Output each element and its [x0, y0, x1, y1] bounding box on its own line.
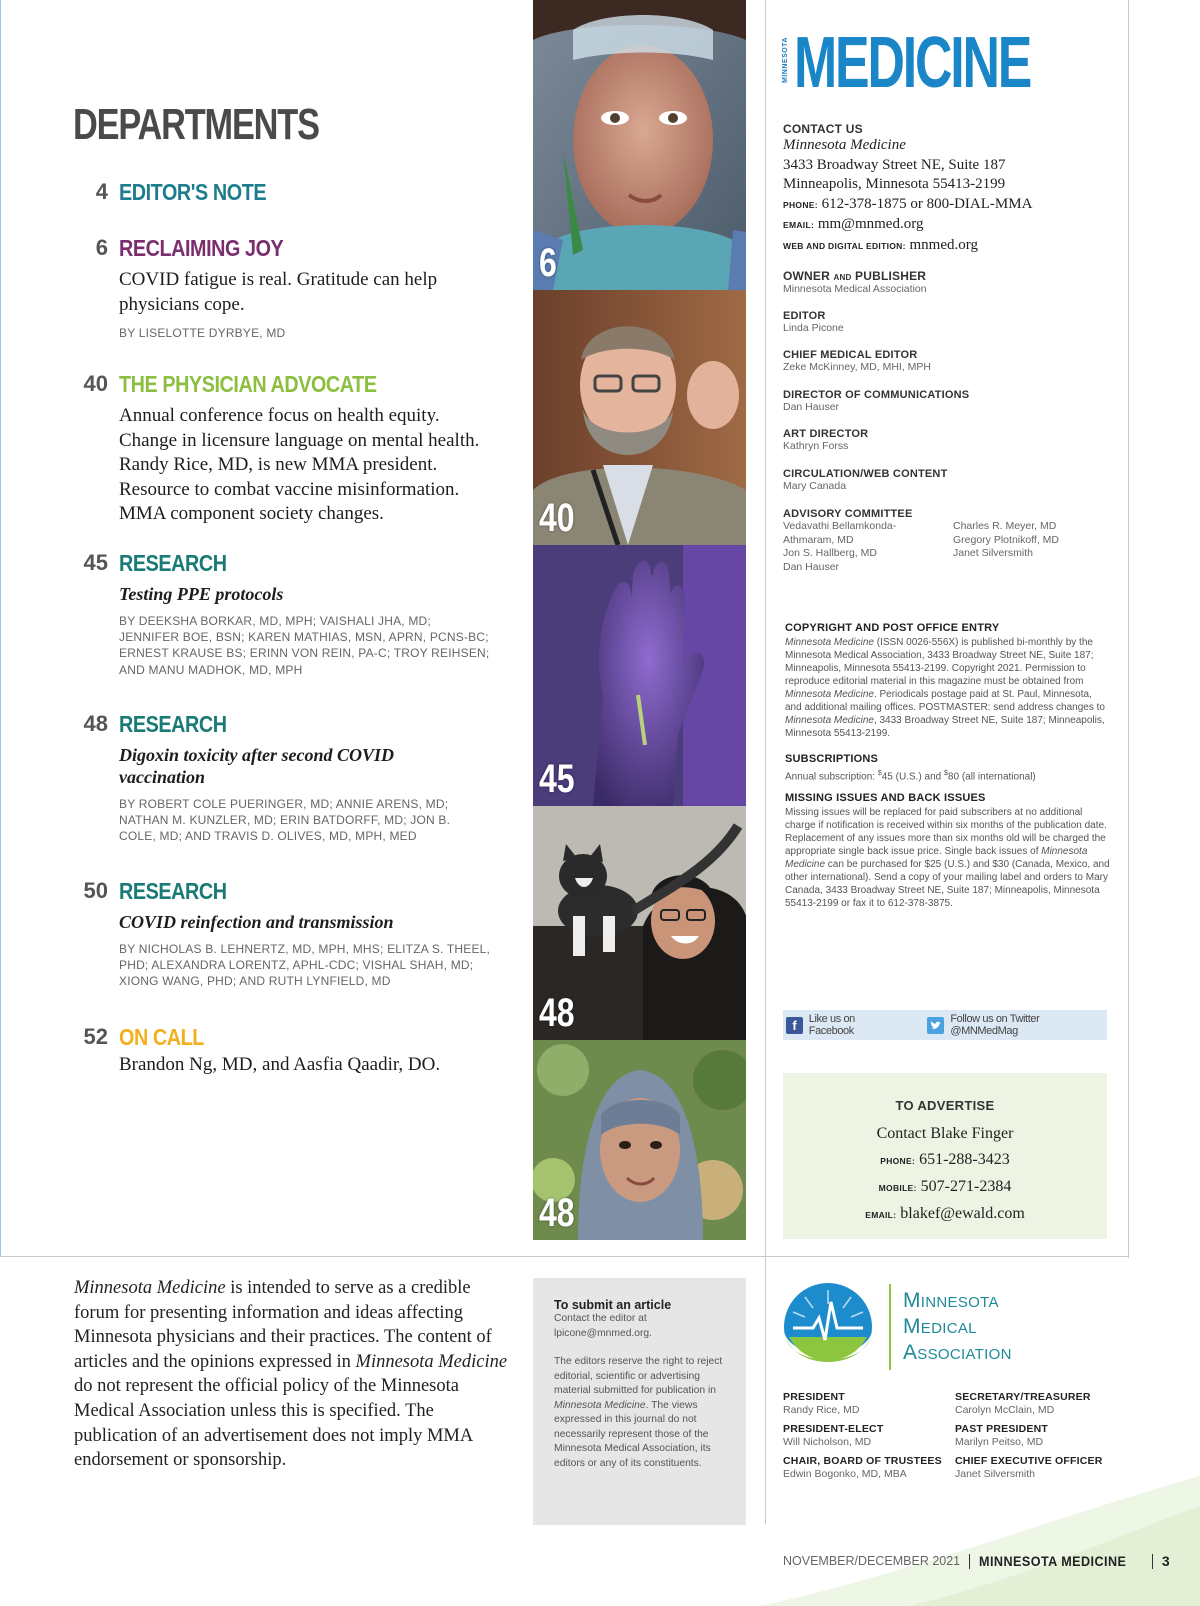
advertise-email-row: [783, 1201, 1107, 1228]
circulation-label: CIRCULATION/WEB CONTENT: [783, 468, 948, 480]
advisory-list: [783, 520, 1113, 574]
officer-entry: [783, 1391, 955, 1417]
section-divider: [0, 1256, 1128, 1257]
missing-issues-text-part: can be purchased for $25 (U.S.) and $30 (Canada, Mexico, and other international). Send a copy of your mailing label and orders to Mary Canada, 3433 Broadway Street NE, Suite 187; Minneapolis, Minnesota 55413-2199 or fax it to 612-378-3875.: [785, 859, 1110, 909]
officer-title: PRESIDENT-ELECT: [783, 1423, 884, 1435]
copyright-text-part: , 3433 Broadway Street NE, Suite 187; Minneapolis, Minnesota 55413-2199.: [785, 715, 1105, 739]
advisory-member: Charles R. Meyer, MD: [953, 520, 1057, 532]
art-director-label: ART DIRECTOR: [783, 428, 869, 440]
advisory-member: Vedavathi Bellamkonda-Athmaram, MD: [783, 520, 897, 546]
toc-subtitle: Digoxin toxicity after second COVID vaccination: [119, 745, 394, 787]
advertise-label: TO ADVERTISE: [895, 1098, 995, 1113]
publication-title: Minnesota Medicine: [554, 1399, 646, 1411]
toc-heading: THE PHYSICIAN ADVOCATE: [119, 371, 377, 397]
toc-entry-reclaiming-joy[interactable]: [60, 234, 500, 341]
email-label: EMAIL:: [865, 1210, 897, 1220]
editor-block: [783, 310, 1113, 336]
advertise-email-link[interactable]: blakef@ewald.com: [900, 1205, 1025, 1222]
advertise-phone[interactable]: 651-288-3423: [919, 1151, 1010, 1168]
photo-man-with-kitten[interactable]: [533, 806, 746, 1040]
submit-disclaimer: [554, 1355, 726, 1471]
missing-issues-text-part: Missing issues will be replaced for paid subscribers at no additional charge if notification is received within six months of the publication date. Replacement of any issues more than six months old will be charged the appropriate single back issue price. Single back issues of: [785, 807, 1107, 857]
circulation-value: Mary Canada: [783, 480, 847, 492]
toc-page-number: 6: [95, 235, 108, 260]
mma-wordmark-line: Medical: [903, 1315, 977, 1338]
mma-wordmark-line: Association: [903, 1341, 1012, 1364]
officer-name: Will Nicholson, MD: [783, 1436, 872, 1448]
contact-phone[interactable]: 612-378-1875 or 800-DIAL-MMA: [821, 195, 1033, 212]
owner-value: Minnesota Medical Association: [783, 283, 927, 295]
photo-bearded-man[interactable]: [533, 290, 746, 545]
advisory-member: Dan Hauser: [783, 560, 840, 573]
toc-entry-research-reinfection[interactable]: [60, 877, 500, 990]
toc-description-line: Annual conference focus on health equity.: [119, 405, 440, 426]
owner-label-part: OWNER: [783, 269, 830, 283]
art-director-value: Kathryn Forss: [783, 440, 849, 452]
copyright-text-part: (ISSN 0026-556X) is published bi-monthly by the Minnesota Medical Association, 3433 Broadway Street NE, Suite 187; Minneapolis, Minnesota 55413-2199. Copyright 2021. Permission to reproduce editorial material in this magazine must be obtained from: [785, 637, 1094, 687]
contact-address-1: 3433 Broadway Street NE, Suite 187: [783, 156, 1006, 173]
editor-value: Linda Picone: [783, 322, 844, 334]
toc-subtitle: Testing PPE protocols: [119, 584, 284, 604]
contact-address-2: Minneapolis, Minnesota 55413-2199: [783, 176, 1006, 192]
column-divider-left: [765, 0, 766, 1524]
phone-label: PHONE:: [880, 1156, 916, 1166]
chief-editor-value: Zeke McKinney, MD, MHI, MPH: [783, 361, 931, 373]
contact-email-row: [783, 215, 1113, 236]
owner-label: [783, 269, 1113, 283]
toc-byline: BY NICHOLAS B. LEHNERTZ, MD, MPH, MHS; ELITZA S. THEEL, PHD; ALEXANDRA LORENTZ, APHL-CDC; VISHAL SHAH, MD; XIONG WANG, PHD; AND RUTH LYNFIELD, MD: [119, 942, 491, 989]
contact-phone-row: [783, 195, 1113, 216]
toc-page-number: 4: [95, 179, 108, 204]
officer-entry: [955, 1391, 1113, 1417]
photo-page-label: 40: [539, 496, 575, 540]
toc-description: Brandon Ng, MD, and Aasfia Qaadir, DO.: [119, 1054, 441, 1075]
page-title: DEPARTMENTS: [73, 100, 319, 149]
footer-separator: [969, 1554, 970, 1569]
officer-title: CHIEF EXECUTIVE OFFICER: [955, 1455, 1103, 1467]
contact-web-row: [783, 236, 1113, 257]
dollar-sign: $: [877, 770, 882, 777]
advisory-column: [783, 520, 943, 574]
contact-block: [783, 122, 1113, 256]
owner-label-part: PUBLISHER: [855, 269, 927, 283]
logo-state-text: MINNESOTA: [782, 37, 789, 83]
issue-date: NOVEMBER/DECEMBER 2021: [783, 1554, 961, 1568]
advertise-mobile[interactable]: 507-271-2384: [920, 1178, 1012, 1195]
toc-page-number: 52: [83, 1024, 108, 1049]
toc-page-number: 40: [83, 371, 108, 396]
copyright-label: COPYRIGHT AND POST OFFICE ENTRY: [785, 622, 1000, 634]
toc-entry-research-digoxin[interactable]: [60, 710, 500, 845]
mma-wordmark-line: Minnesota: [903, 1289, 999, 1312]
toc-byline: BY LISELOTTE DYRBYE, MD: [119, 326, 286, 340]
copyright-text-part: . Periodicals postage paid at St. Paul, Minnesota, and additional mailing offices. POSTMASTER: send address changes to: [785, 689, 1105, 713]
officer-title: SECRETARY/TREASURER: [955, 1391, 1091, 1403]
owner-block: [783, 269, 1113, 297]
column-divider-right: [1128, 0, 1129, 1258]
officers-list: [783, 1391, 1113, 1481]
officer-entry: [955, 1423, 1113, 1449]
toc-heading: EDITOR'S NOTE: [119, 179, 267, 205]
missing-issues-block: [785, 792, 1110, 910]
officer-name: Randy Rice, MD: [783, 1404, 860, 1416]
toc-byline: BY DEEKSHA BORKAR, MD, MPH; VAISHALI JHA, MD; JENNIFER BOE, BSN; KAREN MATHIAS, MSN, APRN, PCNS-BC; ERNEST KRAUSE BS; ERINN VON REIN, PA-C; TROY REIHSEN; AND MANU MADHOK, MD, MPH: [119, 614, 490, 677]
advisory-member: Janet Silversmith: [953, 547, 1033, 559]
toc-description: COVID fatigue is real. Gratitude can help physicians cope.: [119, 269, 438, 315]
communications-value: Dan Hauser: [783, 401, 840, 413]
communications-label: DIRECTOR OF COMMUNICATIONS: [783, 389, 970, 401]
facebook-icon: f: [786, 1017, 803, 1034]
mobile-label: MOBILE:: [878, 1183, 917, 1193]
subscriptions-text-part: Annual subscription:: [785, 771, 878, 783]
photo-woman-in-hijab[interactable]: [533, 1040, 746, 1240]
missing-issues-label: MISSING ISSUES AND BACK ISSUES: [785, 792, 986, 804]
officer-entry: [783, 1455, 955, 1481]
toc-heading: RESEARCH: [119, 711, 227, 737]
mma-logo-divider: [889, 1284, 891, 1370]
footer-separator: [1152, 1554, 1153, 1569]
officer-title: PRESIDENT: [783, 1391, 845, 1403]
subscriptions-label: SUBSCRIPTIONS: [785, 753, 879, 765]
publication-title: Minnesota Medicine: [785, 846, 1088, 870]
photo-page-label: 45: [539, 757, 575, 801]
mma-wordmark: [903, 1288, 1012, 1366]
publication-title: Minnesota Medicine: [785, 637, 874, 648]
facebook-link[interactable]: [786, 1013, 901, 1037]
toc-description-line: Change in licensure language on mental health.: [119, 429, 480, 451]
toc-entry-on-call[interactable]: [60, 1023, 500, 1078]
publication-title: Minnesota Medicine: [74, 1278, 226, 1298]
facebook-label: Like us on Facebook: [808, 1013, 855, 1037]
photo-page-label: 6: [539, 241, 557, 285]
toc-entry-research-ppe[interactable]: [60, 549, 500, 678]
mma-logo: [783, 1282, 1113, 1372]
advisory-column: [953, 520, 1113, 574]
submit-email-link[interactable]: lpicone@mnmed.org.: [554, 1327, 653, 1339]
submit-disclaimer-part: . The views expressed in this journal do not necessarily represent those of the Minnesota Medical Association, its editors or any of its constituents.: [554, 1399, 711, 1469]
submit-contact-line: Contact the editor at: [554, 1313, 647, 1324]
chief-editor-label: CHIEF MEDICAL EDITOR: [783, 349, 918, 361]
toc-byline: BY ROBERT COLE PUERINGER, MD; ANNIE ARENS, MD; NATHAN M. KUNZLER, MD; ERIN BATDORFF, MD; JON B. COLE, MD; AND TRAVIS D. OLIVES, MD, MPH, MED: [119, 797, 451, 844]
mission-statement: [74, 1276, 514, 1473]
toc-page-number: 45: [83, 550, 108, 575]
page-footer: [783, 1553, 1170, 1569]
submit-disclaimer-part: The editors reserve the right to reject editorial, scientific or advertising material submitted for publication in: [554, 1356, 723, 1396]
toc-page-number: 48: [83, 711, 108, 736]
publication-title: Minnesota Medicine: [355, 1351, 508, 1372]
toc-description: [119, 404, 500, 527]
decorative-swoosh: [760, 1476, 1200, 1606]
web-label: WEB AND DIGITAL EDITION:: [783, 240, 906, 251]
submit-title: To submit an article: [554, 1298, 672, 1312]
toc-entry-editors-note[interactable]: [60, 178, 500, 206]
officer-name: Carolyn McClain, MD: [955, 1404, 1055, 1416]
advertise-contact: Contact Blake Finger: [876, 1125, 1014, 1142]
art-director-block: [783, 428, 1113, 454]
toc-description-line: Resource to combat vaccine misinformation.: [119, 478, 460, 500]
photo-page-label: 48: [539, 991, 575, 1035]
portrait-image: [533, 0, 746, 290]
email-label: EMAIL:: [783, 220, 815, 230]
twitter-link[interactable]: [927, 1013, 1107, 1037]
copyright-block: [785, 622, 1110, 740]
page-number: 3: [1161, 1553, 1170, 1569]
contact-label: CONTACT US: [783, 122, 863, 136]
subscriptions-block: [785, 753, 1110, 783]
advisory-member: Jon S. Hallberg, MD: [783, 547, 877, 559]
advertise-box: [783, 1073, 1107, 1239]
photo-physician-goggle-marks[interactable]: [533, 0, 746, 290]
owner-label-and: AND: [833, 273, 852, 282]
toc-entry-physician-advocate[interactable]: [60, 370, 500, 527]
officer-name: Edwin Bogonko, MD, MBA: [783, 1468, 907, 1480]
contact-web-link[interactable]: mnmed.org: [909, 236, 978, 253]
toc-page-number: 50: [83, 878, 108, 903]
advisory-label: ADVISORY COMMITTEE: [783, 508, 913, 520]
officer-name: Janet Silversmith: [955, 1468, 1035, 1480]
contact-name: Minnesota Medicine: [783, 137, 906, 153]
advertise-phone-row: [783, 1147, 1107, 1174]
advisory-member: Gregory Plotnikoff, MD: [953, 533, 1060, 546]
contact-email-link[interactable]: mm@mnmed.org: [817, 216, 924, 232]
mma-emblem-icon: [783, 1282, 883, 1372]
subscriptions-text-part: 45 (U.S.) and: [881, 771, 945, 783]
submit-article-box: [533, 1278, 746, 1525]
twitter-icon: [927, 1017, 944, 1034]
advisory-block: [783, 508, 1113, 574]
toc-heading: RECLAIMING JOY: [119, 235, 284, 261]
copyright-text: [785, 636, 1110, 740]
twitter-label: Follow us on Twitter @MNMedMag: [950, 1013, 1040, 1037]
photo-gloved-hand[interactable]: [533, 545, 746, 806]
page-edge-line: [0, 0, 1, 1256]
toc-heading: RESEARCH: [119, 550, 227, 576]
missing-issues-text: [785, 806, 1110, 910]
circulation-block: [783, 468, 1113, 494]
officer-entry: [783, 1423, 955, 1449]
mission-text-part: do not represent the official policy of the Minnesota Medical Association unless this is specified. The publication of an advertisement does not imply MMA endorsement or sponsorship.: [74, 1376, 473, 1471]
editor-label: EDITOR: [783, 310, 826, 322]
toc-description-line: Randy Rice, MD, is new MMA president.: [119, 454, 438, 475]
publication-title: Minnesota Medicine: [785, 715, 874, 726]
phone-label: PHONE:: [783, 199, 818, 210]
toc-heading: ON CALL: [119, 1024, 204, 1050]
dollar-sign: $: [944, 770, 948, 777]
officer-name: Marilyn Peitso, MD: [955, 1436, 1044, 1448]
social-bar: [783, 1010, 1107, 1040]
toc-heading: RESEARCH: [119, 878, 227, 904]
toc-subtitle: COVID reinfection and transmission: [119, 912, 394, 932]
subscriptions-text: [785, 767, 1110, 783]
officer-title: CHAIR, BOARD OF TRUSTEES: [783, 1455, 942, 1467]
publication-title: Minnesota Medicine: [785, 689, 874, 700]
officer-entry: [955, 1455, 1113, 1481]
mission-text-part: is intended to serve as a credible forum for presenting information and ideas affecting Minnesota physicians and their practices. The content of articles and the opinions expressed in: [74, 1278, 492, 1372]
photo-page-label: 48: [539, 1191, 575, 1235]
chief-editor-block: [783, 349, 1113, 375]
subscriptions-text-part: 80 (all international): [947, 771, 1036, 783]
toc-description-line: MMA component society changes.: [119, 503, 384, 524]
logo-wordmark: MEDICINE: [794, 23, 1031, 103]
communications-block: [783, 389, 1113, 415]
advertise-mobile-row: [783, 1174, 1107, 1201]
officer-title: PAST PRESIDENT: [955, 1423, 1049, 1435]
footer-magazine-name: MINNESOTA MEDICINE: [979, 1553, 1127, 1569]
